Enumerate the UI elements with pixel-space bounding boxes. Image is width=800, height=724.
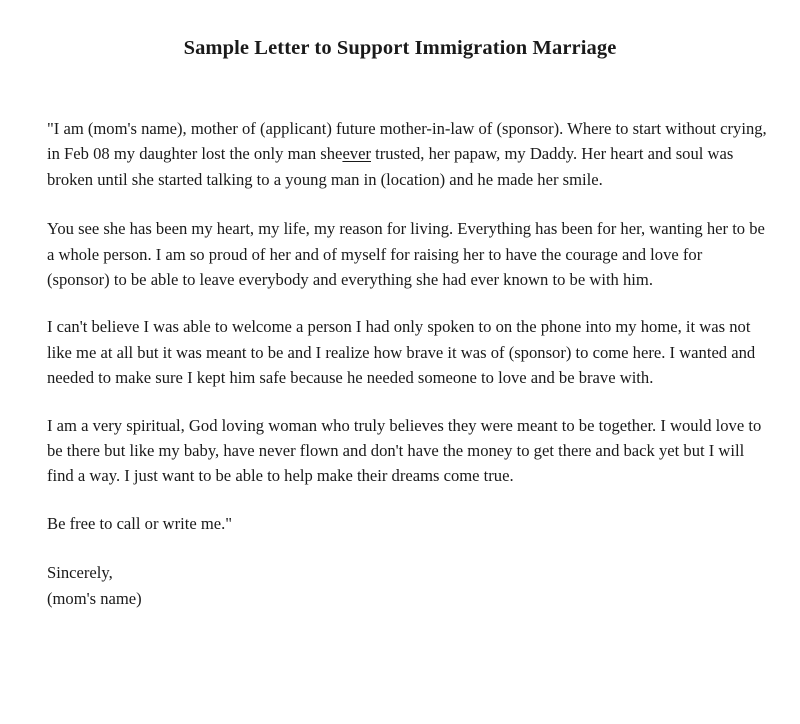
underlined-word-ever: ever <box>342 144 371 164</box>
paragraph-opening-text-b: trusted, her papaw, my Daddy. Her heart and soul was broken until she started talking to a young man in (location) and he made her smile. <box>47 144 734 189</box>
closing-salutation: Sincerely, <box>47 563 113 583</box>
letter-title: Sample Letter to Support Immigration Marriage <box>183 37 617 59</box>
signature-name: (mom's name) <box>47 588 142 608</box>
paragraph-welcome: I can't believe I was able to welcome a person I had only spoken to on the phone into my home, it was not like me at all but it was meant to be and I realize how brave it was of (sponsor) to come here. I wanted and needed to make sure I kept him safe because he needed someone to love and be brave with. <box>47 317 756 388</box>
paragraph-spiritual: I am a very spiritual, God loving woman who truly believes they were meant to be together. I would love to be there but like my baby, have never flown and don't have the money to get there and back yet but I will find a way. I just want to be able to help make their dreams come true. <box>47 415 762 486</box>
paragraph-opening-text-a: "I am (mom's name), mother of (applicant) future mother-in-law of (sponsor). Where to start without crying, in Feb 08 my daughter lost the only man she <box>47 119 767 164</box>
paragraph-heart: You see she has been my heart, my life, my reason for living. Everything has been for her, wanting her to be a whole person. I am so proud of her and of myself for raising her to have the courage and love for (sponsor) to be able to leave everybody and everything she had ever known to be with him. <box>47 219 765 290</box>
letter-body <box>47 116 767 611</box>
paragraph-opening <box>47 116 767 192</box>
paragraph-contact: Be free to call or write me." <box>47 513 233 533</box>
